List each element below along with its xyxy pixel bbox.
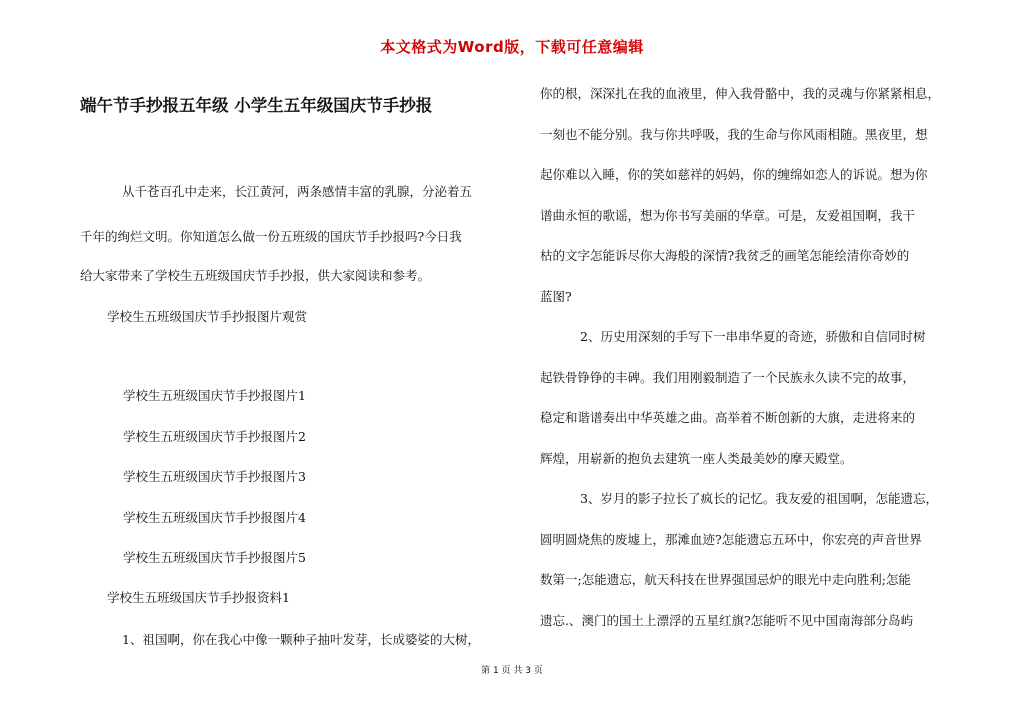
body-line: 一刻也不能分别。我与你共呼吸，我的生命与你风雨相随。黑夜里，想 (540, 127, 928, 142)
picture-caption: 学校生五班级国庆节手抄报图片5 (123, 550, 306, 565)
page-number: 第 1 页 共 3 页 (481, 666, 543, 676)
resource-heading: 学校生五班级国庆节手抄报资料1 (107, 590, 290, 605)
body-line: 遗忘.、澳门的国土上漂浮的五星红旗?怎能听不见中国南海部分岛屿 (540, 613, 914, 628)
body-line: 蓝图? (540, 289, 572, 304)
body-line: 稳定和谐谱奏出中华英雄之曲。高举着不断创新的大旗，走进将来的 (540, 410, 916, 425)
body-line: 数第一;怎能遗忘，航天科技在世界强国忌炉的眼光中走向胜利;怎能 (540, 572, 911, 587)
body-line: 你的根，深深扎在我的血液里，伸入我骨骼中，我的灵魂与你紧紧相息， (540, 86, 941, 101)
picture-caption: 学校生五班级国庆节手抄报图片2 (123, 429, 306, 444)
document-title: 端午节手抄报五年级 小学生五年级国庆节手抄报 (80, 96, 433, 115)
body-line: 2、历史用深刻的手写下一串串华夏的奇迹，骄傲和自信同时树 (580, 329, 926, 344)
body-line: 3、岁月的影子拉长了疯长的记忆。我友爱的祖国啊，怎能遗忘， (580, 491, 938, 506)
body-line: 辉煌，用崭新的抱负去建筑一座人类最美妙的摩天殿堂。 (540, 451, 853, 466)
picture-caption: 学校生五班级国庆节手抄报图片1 (123, 388, 306, 403)
body-line: 圆明圆烧焦的废墟上，那滩血迹?怎能遗忘五环中，你宏亮的声音世界 (540, 532, 922, 547)
body-line: 起你难以入睡，你的笑如慈祥的妈妈，你的缠绵如恋人的诉说。想为你 (540, 167, 928, 182)
body-line: 枯的文字怎能诉尽你大海般的深情?我贫乏的画笔怎能绘清你奇妙的 (540, 248, 910, 263)
picture-caption: 学校生五班级国庆节手抄报图片3 (123, 469, 306, 484)
intro-line: 从千苍百孔中走来，长江黄河，两条感情丰富的乳腺，分泌着五 (122, 184, 473, 199)
body-line: 起铁骨铮铮的丰碑。我们用刚毅制造了一个民族永久读不完的故事， (540, 370, 916, 385)
paragraph-1-start: 1、祖国啊，你在我心中像一颗种子抽叶发芽，长成婆娑的大树， (122, 632, 480, 647)
gallery-heading: 学校生五班级国庆节手抄报图片观赏 (107, 309, 308, 324)
download-banner: 本文格式为Word版，下载可任意编辑 (380, 38, 644, 56)
intro-line: 千年的绚烂文明。你知道怎么做一份五班级的国庆节手抄报吗?今日我 (80, 229, 462, 244)
body-line: 谱曲永恒的歌谣，想为你书写美丽的华章。可是，友爱祖国啊，我干 (540, 208, 916, 223)
intro-line: 给大家带来了学校生五班级国庆节手抄报，供大家阅读和参考。 (80, 268, 431, 283)
picture-caption: 学校生五班级国庆节手抄报图片4 (123, 510, 306, 525)
